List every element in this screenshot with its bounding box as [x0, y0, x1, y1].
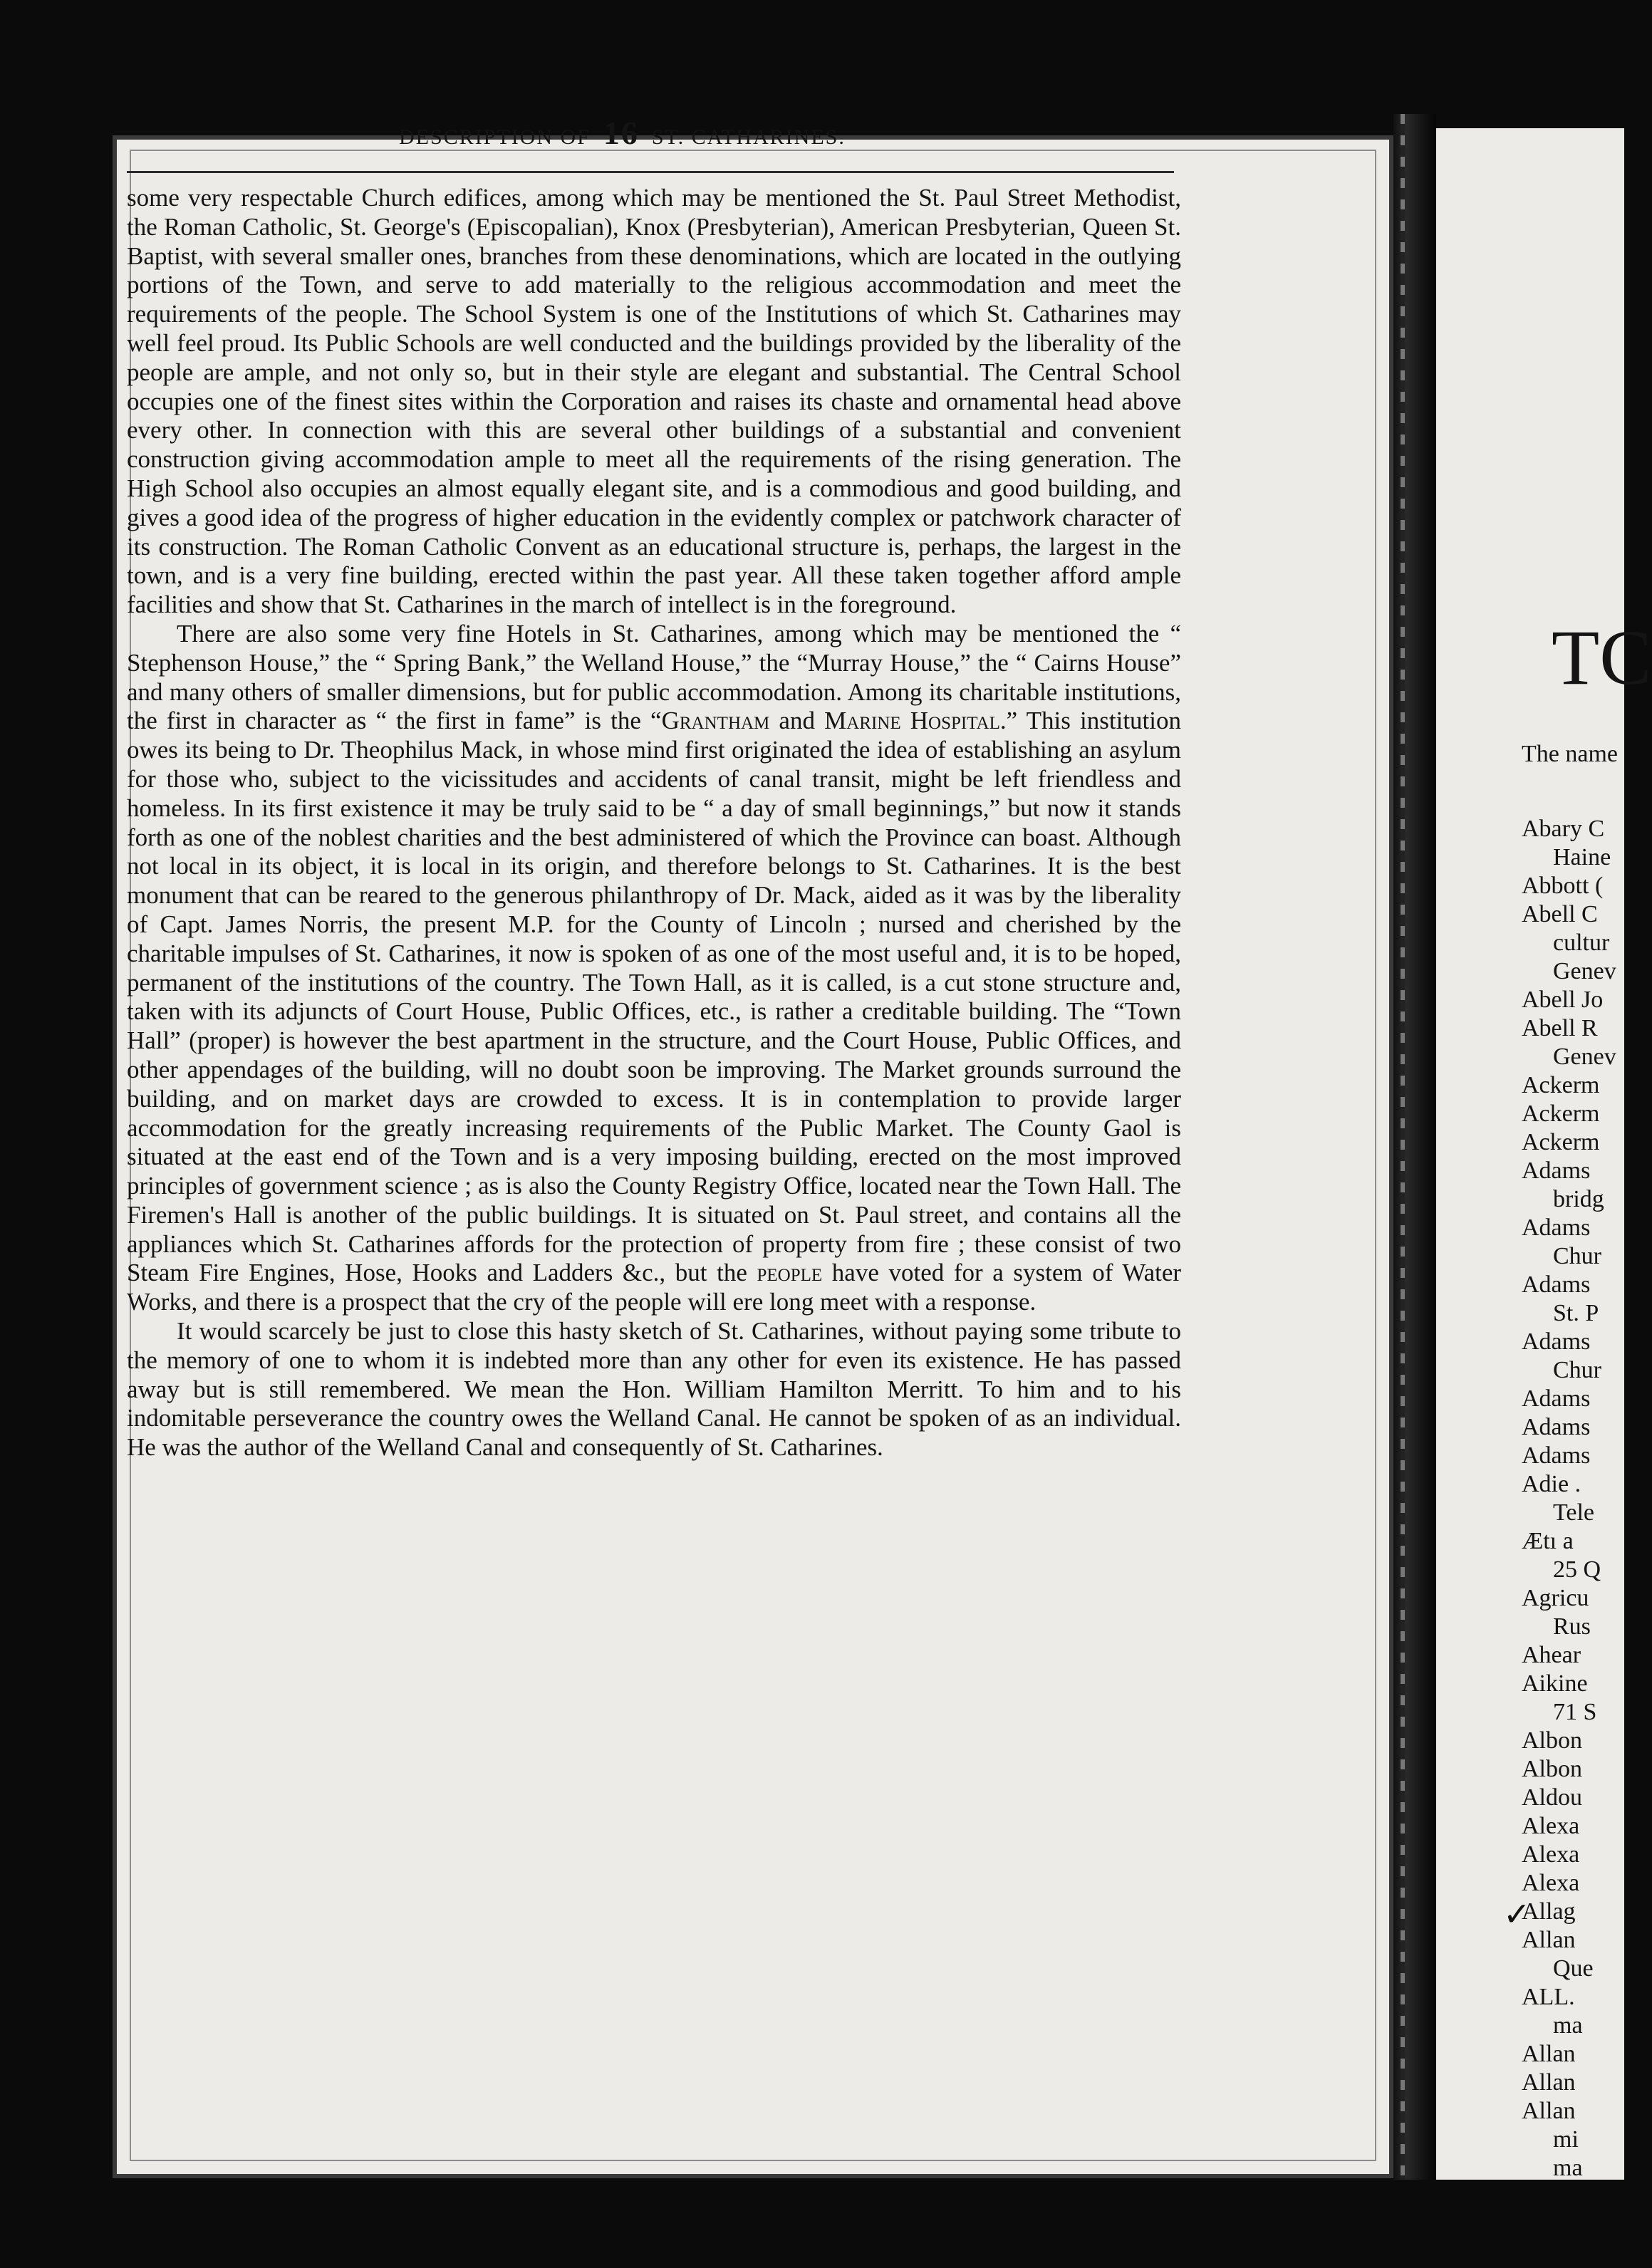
- directory-entry: Adams: [1522, 1158, 1591, 1184]
- marine-hospital-smallcaps: Marine Hospital: [824, 707, 1000, 735]
- directory-entry: Adams: [1522, 1442, 1591, 1469]
- directory-entry: ma: [1553, 2012, 1583, 2039]
- directory-entry: Alexa: [1522, 1841, 1580, 1868]
- body-text: [127, 184, 1181, 1462]
- page-number: 16: [603, 115, 639, 151]
- directory-entry: Genev: [1553, 1044, 1616, 1070]
- directory-entry: Albon: [1522, 1756, 1582, 1782]
- directory-entry: Chur: [1553, 1243, 1601, 1269]
- hotels-text-c: .” This institution owes its being to Dr. Theophilus Mack, in whose mind first originated the idea of establishing an asylum for those who, subject to the vicissitudes and accidents of canal transit, might be left friendless and homeless. In its first existence it may be truly said to be “ a day of small beginnings,” but now it stands forth as one of the noblest charities and the best administered of which the Province can boast. Although not local in its object, it is local in its origin, and therefore belongs to St. Catharines.: [127, 707, 1181, 880]
- directory-entry: Ackerm: [1522, 1129, 1600, 1155]
- directory-entry: Adie .: [1522, 1471, 1581, 1497]
- people-smallcaps: people: [757, 1259, 823, 1287]
- directory-entry: Allag: [1522, 1898, 1576, 1925]
- book-spine: [1393, 114, 1436, 2180]
- directory-entry: Ætı a: [1522, 1528, 1574, 1554]
- hotels-text-d: It is the best monument that can be reared to the generous philanthropy of Dr. Mack, aided as it was by the liberality of Capt. James Norris, the present M.P. for the County of Lincoln ; nursed and cherished by the charitable impulses of St. Catharines, it now is spoken of as one of the most useful and, it is to be hoped, permanent of the institutions of the country. The Town Hall, as it is called, is a cut stone structure and, taken with its adjuncts of Court House, Public Offices, etc., is rather a creditable building. The “Town Hall” (proper) is however the best apartment in the structure, and the Court House, Public Offices, and other appendages of the building, will no doubt soon be improving. The Market grounds surround the building, and on market days are crowded to excess. It is in contemplation to provide larger accommodation for the greatly increasing requirements of the Public Market. The County Gaol is situated at the east end of the Town and is a very imposing building, erected on the most improved principles of government science ; as is also the County Registry Office, located near the Town Hall. The Firemen's Hall is another of the public buildings. It is situated on St. Paul street, and contains all the appliances which St. Catharines affords for the protection of property from fire ; these consist of two Steam Fire Engines, Hose, Hooks and Ladders &c., but the: [127, 852, 1181, 1287]
- directory-entry: Ackerm: [1522, 1072, 1600, 1098]
- running-head-left: DESCRIPTION OF: [399, 125, 591, 149]
- directory-entry: mi: [1553, 2126, 1579, 2153]
- directory-entry: ma: [1553, 2155, 1583, 2181]
- binding-thread: [1401, 114, 1405, 2180]
- directory-entry: Aldou: [1522, 1784, 1582, 1811]
- running-head: [399, 114, 1040, 152]
- directory-entry: Chur: [1553, 1357, 1601, 1383]
- paragraph-merritt: It would scarcely be just to close this hasty sketch of St. Catharines, without paying some tribute to the memory of one to whom it is indebted more than any other for even its existence. He has passed away but is still remembered. We mean the Hon. William Hamilton Merritt. To him and to his indomitable perseverance the country owes the Welland Canal. He cannot be spoken of as an individual. He was the author of the Welland Canal and consequently of St. Catharines.: [127, 1317, 1181, 1462]
- directory-entry: Genev: [1553, 958, 1616, 984]
- grantham-smallcaps: Grantham: [661, 707, 770, 735]
- directory-entry: St. P: [1553, 1300, 1599, 1326]
- hotels-text-b: and: [769, 707, 825, 735]
- paragraph-churches-schools: some very respectable Church edifices, among which may be mentioned the St. Paul Street Methodist, the Roman Catholic, St. George's (Episcopalian), Knox (Presbyterian), American Presbyterian, Queen St. Baptist, with several smaller ones, branches from these denominations, which are located in the outlying portions of the Town, and serve to add materially to the religious accommodation and meet the requirements of the people. The School System is one of the Institutions of which St. Catharines may well feel proud. Its Public Schools are well conducted and the buildings provided by the liberality of the people are ample, and not only so, but in their style are elegant and substantial. The Central School occupies one of the finest sites within the Corporation and raises its chaste and ornamental head above every other. In connection with this are several other buildings of a substantial and convenient construction giving accommodation ample to meet all the requirements of the rising generation. The High School also occupies an almost equally elegant site, and is a commodious and good building, and gives a good idea of the progress of higher education in the evidently complex or patchwork character of its construction. The Roman Catholic Convent as an educational structure is, perhaps, the largest in the town, and is a very fine building, erected within the past year. All these taken together afford ample facilities and show that St. Catharines in the march of intellect is in the foreground.: [127, 184, 1181, 619]
- directory-entry: Adams: [1522, 1385, 1591, 1412]
- directory-entry: Abary C: [1522, 816, 1605, 842]
- directory-entry: Abell C: [1522, 901, 1598, 927]
- directory-entry: Adams: [1522, 1214, 1591, 1241]
- paragraph-hotels-hospital: [127, 620, 1181, 1317]
- directory-entry: Adams: [1522, 1328, 1591, 1355]
- directory-entry: Que: [1553, 1955, 1594, 1982]
- directory-entry: Alexa: [1522, 1813, 1580, 1839]
- hotels-text-e: have voted for a system of Water Works, and there is a prospect that the cry of the people will ere long meet with a response.: [127, 1259, 1182, 1316]
- directory-entry: Adams: [1522, 1271, 1591, 1298]
- directory-entry: Albon: [1522, 1727, 1582, 1754]
- directory-entry: Haine: [1553, 844, 1611, 870]
- directory-entry: Ahear: [1522, 1642, 1581, 1668]
- directory-entry: Rus: [1553, 1613, 1591, 1640]
- directory-entry: Agricu: [1522, 1585, 1589, 1611]
- directory-entry: Abell R: [1522, 1015, 1598, 1041]
- facing-page: [1436, 128, 1652, 2181]
- directory-entry: Allan: [1522, 1927, 1576, 1953]
- directory-entry: Abbott (: [1522, 873, 1604, 899]
- running-head-right: ST. CATHARINES.: [651, 125, 846, 149]
- directory-list: [1522, 815, 1616, 2183]
- directory-entry: cultur: [1553, 930, 1610, 956]
- directory-entry: ALL.: [1522, 1984, 1575, 2010]
- directory-entry: Allan: [1522, 2041, 1576, 2067]
- directory-entry: 25 Q: [1553, 1556, 1601, 1583]
- pencil-checkmark-icon: ✓: [1503, 1896, 1531, 1933]
- directory-entry: Allan: [1522, 2098, 1576, 2124]
- directory-entry: bridg: [1553, 1186, 1604, 1212]
- directory-entry: 71 S: [1553, 1699, 1597, 1725]
- facing-page-title: TC: [1552, 614, 1652, 701]
- directory-entry: Aikine: [1522, 1670, 1588, 1697]
- directory-entry: Tele: [1553, 1499, 1595, 1526]
- header-rule: [127, 171, 1174, 173]
- directory-entry: Alexa: [1522, 1870, 1580, 1896]
- directory-entry: Allan: [1522, 2069, 1576, 2096]
- directory-entry: Adams: [1522, 1414, 1591, 1440]
- hotels-text-a: There are also some very fine Hotels in St. Catharines, among which may be mentioned the “ Stephenson House,” the “ Spring Bank,” the Welland House,” the “Murray House,” the “ Cairns House” and many others of smaller dimensions, but for public accommodation. Among its charitable institutions, the first in character as “ the first in fame” is the “: [127, 619, 1181, 735]
- directory-entry: Ackerm: [1522, 1101, 1600, 1127]
- directory-entry: Abell Jo: [1522, 987, 1604, 1013]
- facing-page-intro: The name: [1522, 741, 1618, 767]
